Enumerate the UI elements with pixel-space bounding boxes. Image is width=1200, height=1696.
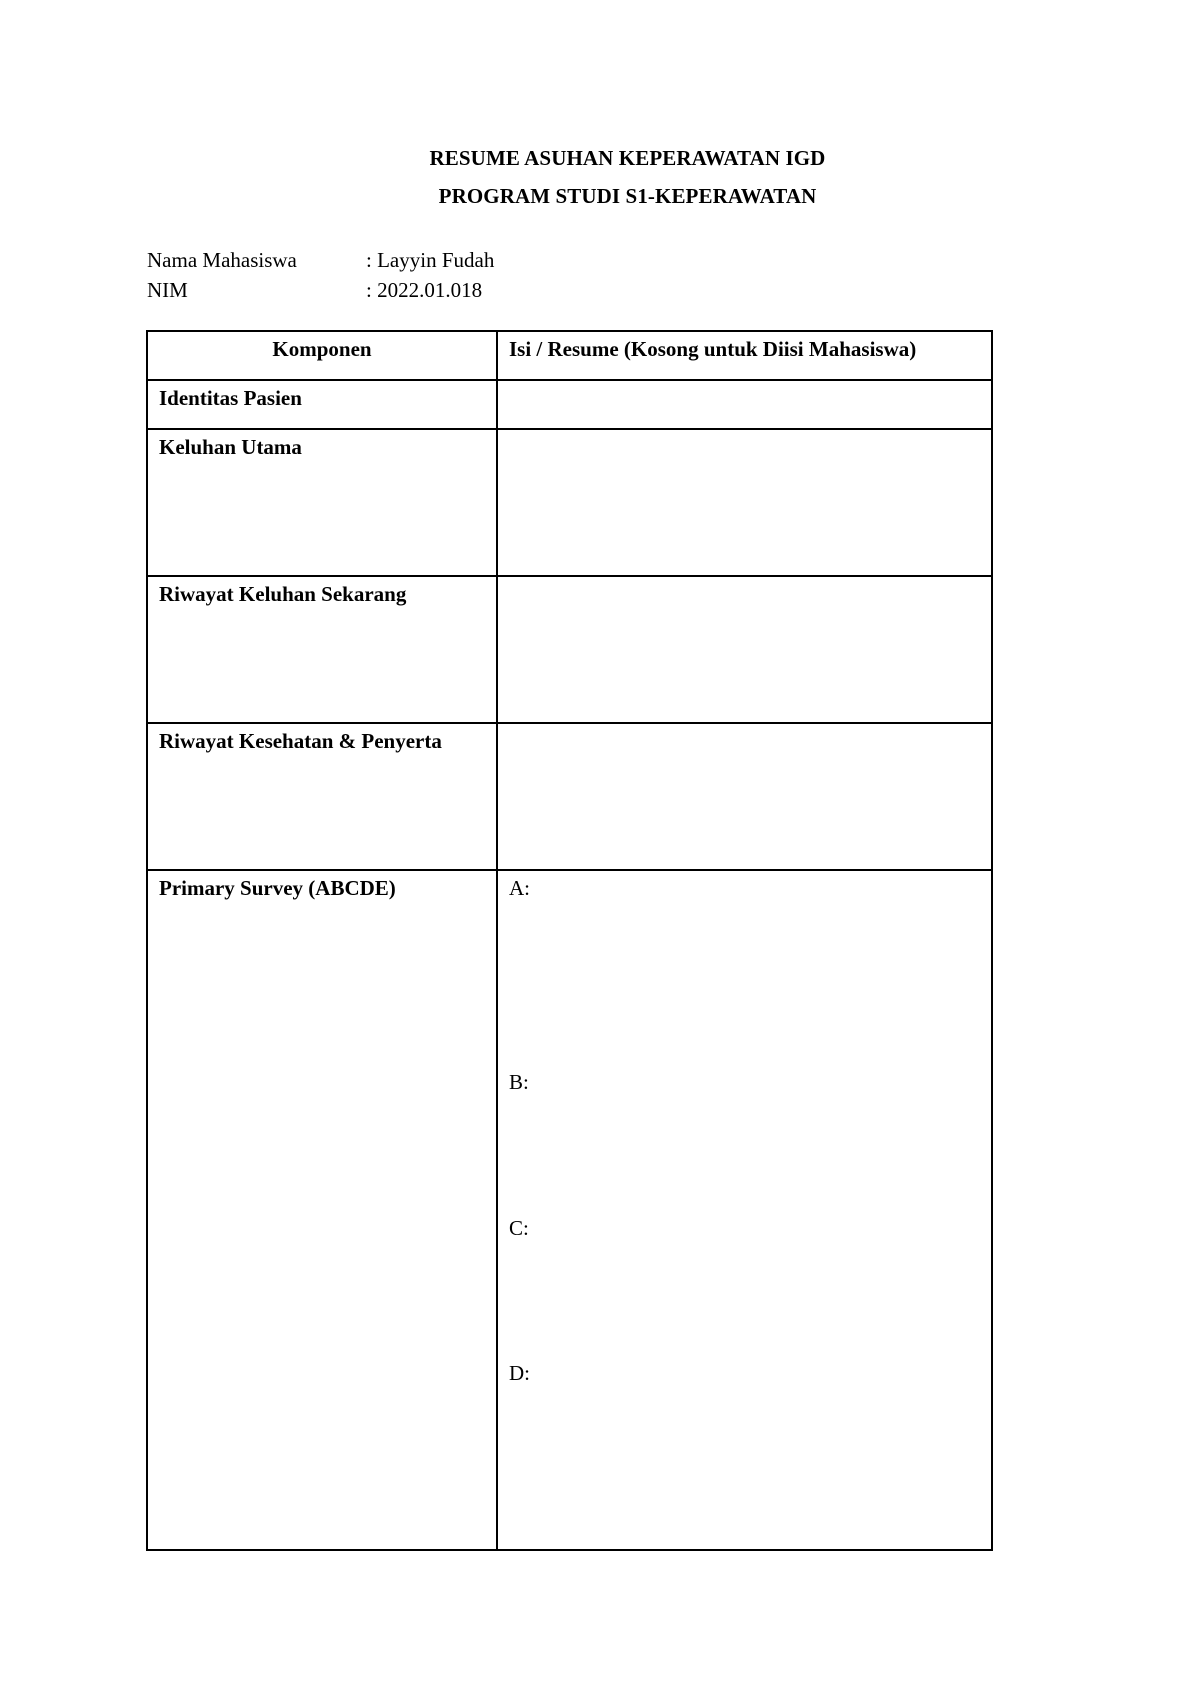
row-label-riwayat-kesehatan-penyerta: Riwayat Kesehatan & Penyerta bbox=[147, 723, 497, 870]
row-label-riwayat-keluhan-sekarang: Riwayat Keluhan Sekarang bbox=[147, 576, 497, 723]
student-nim-row bbox=[147, 278, 482, 303]
row-content-riwayat-keluhan-sekarang[interactable] bbox=[497, 576, 992, 723]
student-name-row bbox=[147, 248, 494, 273]
table-row bbox=[147, 870, 992, 1550]
table-header-row bbox=[147, 331, 992, 380]
student-nim-value: : 2022.01.018 bbox=[366, 278, 483, 302]
table-row bbox=[147, 380, 992, 429]
survey-item-d: D: bbox=[509, 1361, 530, 1385]
document-subtitle: PROGRAM STUDI S1-KEPERAWATAN bbox=[438, 184, 817, 208]
row-content-riwayat-kesehatan-penyerta[interactable] bbox=[497, 723, 992, 870]
student-name-value: : Layyin Fudah bbox=[366, 248, 495, 272]
row-label-keluhan-utama: Keluhan Utama bbox=[147, 429, 497, 576]
row-label-identitas-pasien: Identitas Pasien bbox=[147, 380, 497, 429]
column-header-isi-resume: Isi / Resume (Kosong untuk Diisi Mahasiswa) bbox=[497, 331, 992, 380]
student-name-label: Nama Mahasiswa bbox=[147, 248, 297, 272]
student-nim-label: NIM bbox=[147, 278, 188, 302]
table-row bbox=[147, 723, 992, 870]
row-content-identitas-pasien[interactable] bbox=[497, 380, 992, 429]
row-content-keluhan-utama[interactable] bbox=[497, 429, 992, 576]
survey-item-b: B: bbox=[509, 1070, 529, 1094]
table-row bbox=[147, 576, 992, 723]
row-label-primary-survey: Primary Survey (ABCDE) bbox=[147, 870, 497, 1550]
row-content-primary-survey[interactable] bbox=[497, 870, 992, 1550]
survey-item-c: C: bbox=[509, 1216, 529, 1240]
table-row bbox=[147, 429, 992, 576]
document-title: RESUME ASUHAN KEPERAWATAN IGD bbox=[429, 146, 826, 170]
column-header-komponen: Komponen bbox=[147, 331, 497, 380]
resume-table bbox=[146, 330, 993, 1551]
survey-item-a: A: bbox=[509, 876, 530, 900]
